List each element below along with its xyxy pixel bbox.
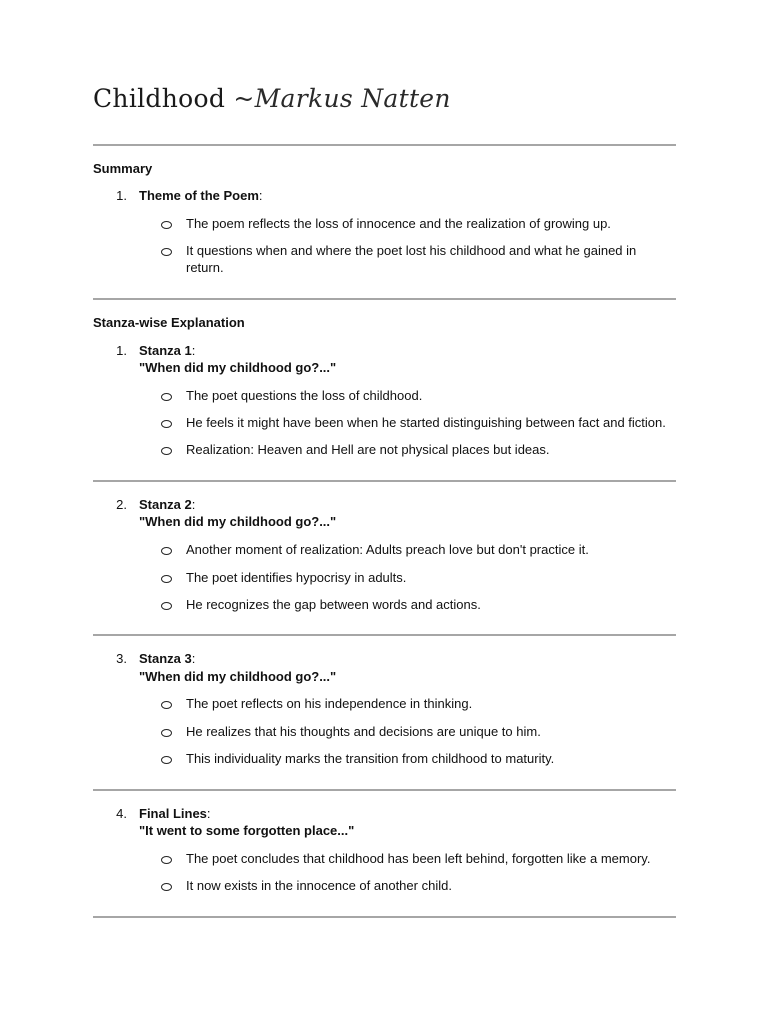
list-item-title (139, 187, 263, 204)
summary-heading: Summary (93, 161, 153, 176)
list-number: 1. (116, 188, 127, 203)
stanza-label (139, 496, 195, 513)
explanation-heading: Stanza-wise Explanation (93, 315, 245, 330)
list-number: 3. (116, 651, 127, 666)
stanza-quote: "It went to some forgotten place..." (139, 823, 355, 838)
bullet-text: The poet questions the loss of childhood. (186, 388, 423, 403)
item-label: Final Lines (139, 806, 207, 821)
item-label: Stanza 2 (139, 497, 192, 512)
bullet-text: It questions when and where the poet lost his childhood and what he gained in (186, 243, 637, 258)
divider (93, 634, 676, 636)
divider (93, 789, 676, 791)
bullet-marker (161, 883, 172, 891)
bullet-text: The poet identifies hypocrisy in adults. (186, 570, 407, 585)
bullet-marker (161, 447, 172, 455)
bullet-marker (161, 248, 172, 256)
stanza-quote: "When did my childhood go?..." (139, 360, 337, 375)
divider (93, 144, 676, 146)
item-colon: : (206, 806, 211, 821)
item-colon: : (191, 343, 196, 358)
item-label: Theme of the Poem (139, 188, 259, 203)
bullet-text: He feels it might have been when he started distinguishing between fact and fiction. (186, 415, 666, 430)
stanza-quote: "When did my childhood go?..." (139, 514, 337, 529)
item-label: Stanza 1 (139, 343, 192, 358)
bullet-marker (161, 547, 172, 555)
bullet-marker (161, 856, 172, 864)
item-colon: : (191, 651, 196, 666)
item-label: Stanza 3 (139, 651, 192, 666)
item-colon: : (258, 188, 263, 203)
divider (93, 480, 676, 482)
document-title (93, 84, 451, 113)
list-number: 4. (116, 806, 127, 821)
stanza-quote: "When did my childhood go?..." (139, 669, 337, 684)
divider (93, 916, 676, 918)
bullet-marker (161, 602, 172, 610)
bullet-text: Another moment of realization: Adults preach love but don't practice it. (186, 542, 589, 557)
bullet-text: It now exists in the innocence of another child. (186, 878, 452, 893)
bullet-text-continuation: return. (186, 260, 224, 275)
bullet-marker (161, 420, 172, 428)
bullet-text: The poet concludes that childhood has been left behind, forgotten like a memory. (186, 851, 651, 866)
bullet-text: The poet reflects on his independence in thinking. (186, 696, 473, 711)
bullet-text: He recognizes the gap between words and actions. (186, 597, 481, 612)
bullet-text: The poem reflects the loss of innocence and the realization of growing up. (186, 216, 611, 231)
divider (93, 298, 676, 300)
bullet-text: Realization: Heaven and Hell are not physical places but ideas. (186, 442, 550, 457)
item-colon: : (191, 497, 196, 512)
list-number: 2. (116, 497, 127, 512)
list-number: 1. (116, 343, 127, 358)
bullet-marker (161, 393, 172, 401)
bullet-marker (161, 756, 172, 764)
bullet-marker (161, 221, 172, 229)
bullet-marker (161, 575, 172, 583)
stanza-label (139, 805, 211, 822)
stanza-label (139, 650, 195, 667)
bullet-marker (161, 701, 172, 709)
bullet-marker (161, 729, 172, 737)
bullet-text: This individuality marks the transition from childhood to maturity. (186, 751, 555, 766)
title-text: Childhood (93, 84, 226, 113)
stanza-label (139, 342, 195, 359)
bullet-text: He realizes that his thoughts and decisions are unique to him. (186, 724, 541, 739)
author-name: ~Markus Natten (233, 84, 451, 113)
